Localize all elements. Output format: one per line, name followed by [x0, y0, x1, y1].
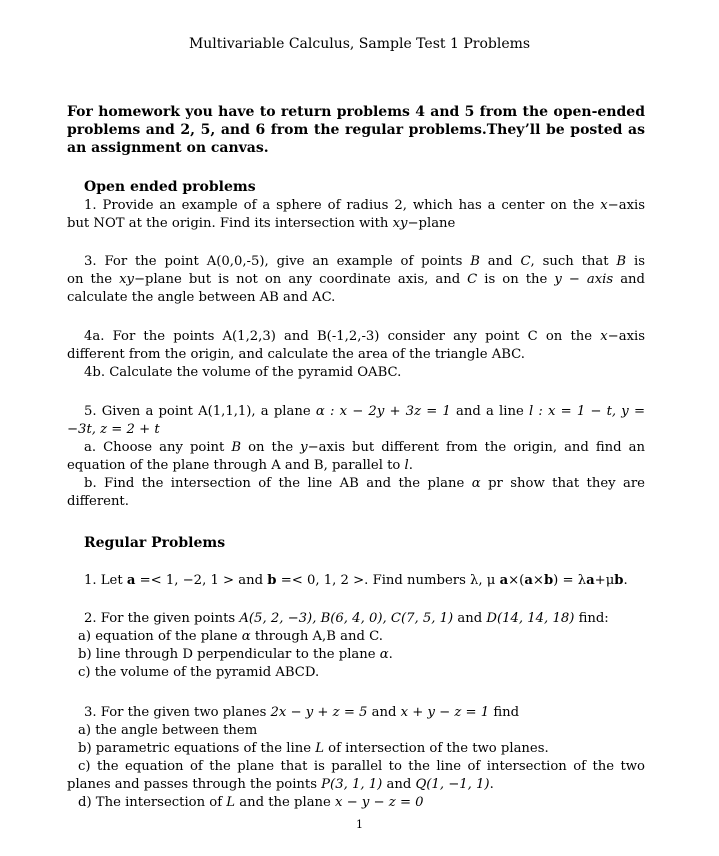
text: pr show that they are — [480, 476, 645, 491]
text: is — [626, 254, 645, 269]
text: and a line — [450, 404, 529, 419]
open-problem-3 — [67, 253, 645, 307]
text: =< 0, 1, 2 >. Find numbers λ, μ — [276, 573, 500, 588]
text: and — [382, 777, 416, 792]
regular-problem-3c-line-1: c) the equation of the plane that is parallel to the line of intersection of the two — [78, 759, 645, 774]
math: Q(1, −1, 1) — [415, 777, 490, 792]
text: 4a. For the points A(1,2,3) and B(-1,2,-3) consider any point C on the — [84, 329, 601, 344]
open-problem-5a-line-1 — [67, 439, 645, 457]
math: B — [231, 440, 242, 455]
text: find: — [574, 611, 609, 626]
text: 3. For the given two planes — [84, 705, 271, 720]
text: and — [367, 705, 401, 720]
text: equation of the plane through A and B, parallel to — [67, 458, 405, 473]
text: a) equation of the plane — [78, 629, 242, 644]
text: 1. Provide an example of a sphere of radius 2, which has a center on the — [84, 198, 601, 213]
math: −3t, z = 2 + t — [67, 422, 160, 437]
regular-problems-heading: Regular Problems — [84, 535, 226, 551]
open-problem-5b-line-1 — [67, 475, 645, 493]
text: and — [613, 272, 645, 287]
math: A(5, 2, −3), B(6, 4, 0), C(7, 5, 1) — [239, 611, 454, 626]
vector: a — [586, 573, 595, 588]
regular-problem-2c: c) the volume of the pyramid ABCD. — [78, 665, 320, 680]
math: l : x = 1 − t, y = — [528, 404, 645, 419]
text: and — [453, 611, 487, 626]
math: L — [315, 741, 324, 756]
vector: a — [524, 573, 533, 588]
text: −plane — [407, 216, 456, 231]
math: P(3, 1, 1) — [321, 777, 383, 792]
text: ×( — [508, 573, 525, 588]
regular-problem-1 — [67, 572, 645, 590]
text: b) parametric equations of the line — [78, 741, 316, 756]
math: α — [241, 629, 251, 644]
text: of intersection of the two planes. — [323, 741, 549, 756]
text: , such that — [530, 254, 617, 269]
math: C — [467, 272, 478, 287]
text: is on the — [477, 272, 555, 287]
text: and the plane — [235, 795, 336, 810]
open-problem-3-line-1 — [67, 253, 645, 271]
text: 1. Let — [84, 573, 127, 588]
text: −axis — [607, 198, 645, 213]
vector: b — [543, 573, 554, 588]
regular-problem-3b — [67, 740, 645, 758]
math: C — [520, 254, 531, 269]
open-problem-1 — [67, 197, 645, 233]
vector: b — [614, 573, 624, 588]
text: on the — [241, 440, 301, 455]
open-problem-4 — [67, 328, 645, 382]
text: +μ — [594, 573, 615, 588]
open-problem-5 — [67, 403, 645, 511]
intro-line-3: an assignment on canvas. — [67, 140, 269, 156]
text: −plane but is not on any coordinate axis, and — [133, 272, 468, 287]
math: x — [600, 198, 608, 213]
text: ) = λ — [553, 573, 587, 588]
text: through A,B and C. — [250, 629, 383, 644]
intro-line-2: problems and 2, 5, and 6 from the regular problems.They’ll be posted as — [67, 122, 645, 138]
text: on the — [67, 272, 120, 287]
open-problem-4a-line-2: different from the origin, and calculate the area of the triangle ABC. — [67, 347, 525, 362]
text: find — [489, 705, 520, 720]
regular-problem-3-line-1 — [67, 704, 645, 722]
vector: b — [267, 573, 277, 588]
regular-problem-2-line-1 — [67, 610, 645, 628]
math: B — [470, 254, 480, 269]
open-ended-heading: Open ended problems — [84, 179, 256, 195]
text: a. Choose any point — [84, 440, 232, 455]
open-problem-3-line-2 — [67, 271, 645, 289]
math: y — [300, 440, 308, 455]
math: B — [616, 254, 627, 269]
math: xy — [392, 216, 408, 231]
text: but NOT at the origin. Find its intersection with — [67, 216, 393, 231]
math: D(14, 14, 18) — [486, 611, 575, 626]
page-number: 1 — [356, 818, 363, 831]
open-problem-1-line-1 — [67, 197, 645, 215]
open-problem-5-line-1 — [67, 403, 645, 421]
regular-problem-2a — [67, 628, 645, 646]
text: d) The intersection of — [78, 795, 227, 810]
vector: a — [126, 573, 136, 588]
text: planes and passes through the points — [67, 777, 322, 792]
text: 2. For the given points — [84, 611, 240, 626]
open-problem-5b-line-2: different. — [67, 494, 129, 509]
math: x — [600, 329, 608, 344]
vector: a — [499, 573, 509, 588]
text: and — [479, 254, 521, 269]
math: L — [226, 795, 236, 810]
regular-problem-3c-line-2 — [67, 776, 645, 794]
text: 5. Given a point A(1,1,1), a plane — [84, 404, 316, 419]
regular-problem-1-line — [67, 572, 645, 590]
open-problem-5-line-2 — [67, 421, 645, 439]
text: =< 1, −2, 1 > and — [135, 573, 268, 588]
text: . — [388, 647, 393, 662]
math: l — [404, 458, 409, 473]
math: α — [379, 647, 389, 662]
text: 3. For the point A(0,0,-5), give an example of points — [84, 254, 471, 269]
math: x + y − z = 1 — [400, 705, 490, 720]
math: α : x − 2y + 3z = 1 — [315, 404, 451, 419]
intro-line-1: For homework you have to return problems 4 and 5 from the open-ended — [67, 104, 645, 120]
math: y − axis — [554, 272, 614, 287]
page-title: Multivariable Calculus, Sample Test 1 Problems — [188, 36, 531, 52]
text: b. Find the intersection of the line AB and the plane — [84, 476, 472, 491]
math: α — [471, 476, 481, 491]
regular-problem-3d — [67, 794, 645, 812]
text: . — [623, 573, 628, 588]
open-problem-4b: 4b. Calculate the volume of the pyramid OABC. — [84, 365, 402, 380]
homework-instructions — [67, 103, 645, 157]
regular-problem-3 — [67, 704, 645, 812]
text: × — [532, 573, 544, 588]
regular-problem-3a: a) the angle between them — [78, 723, 258, 738]
text: −axis but different from the origin, and find an — [307, 440, 645, 455]
regular-problem-2 — [67, 610, 645, 682]
math: x − y − z = 0 — [335, 795, 424, 810]
open-problem-3-line-3: calculate the angle between AB and AC. — [67, 290, 336, 305]
text: b) line through D perpendicular to the plane — [78, 647, 380, 662]
open-problem-5a-line-2 — [67, 457, 645, 475]
text: . — [408, 458, 413, 473]
text: . — [489, 777, 494, 792]
text: −axis — [607, 329, 645, 344]
math: xy — [119, 272, 134, 287]
math: 2x − y + z = 5 — [270, 705, 368, 720]
open-problem-4a-line-1 — [67, 328, 645, 346]
regular-problem-2b — [67, 646, 645, 664]
open-problem-1-line-2 — [67, 215, 645, 233]
